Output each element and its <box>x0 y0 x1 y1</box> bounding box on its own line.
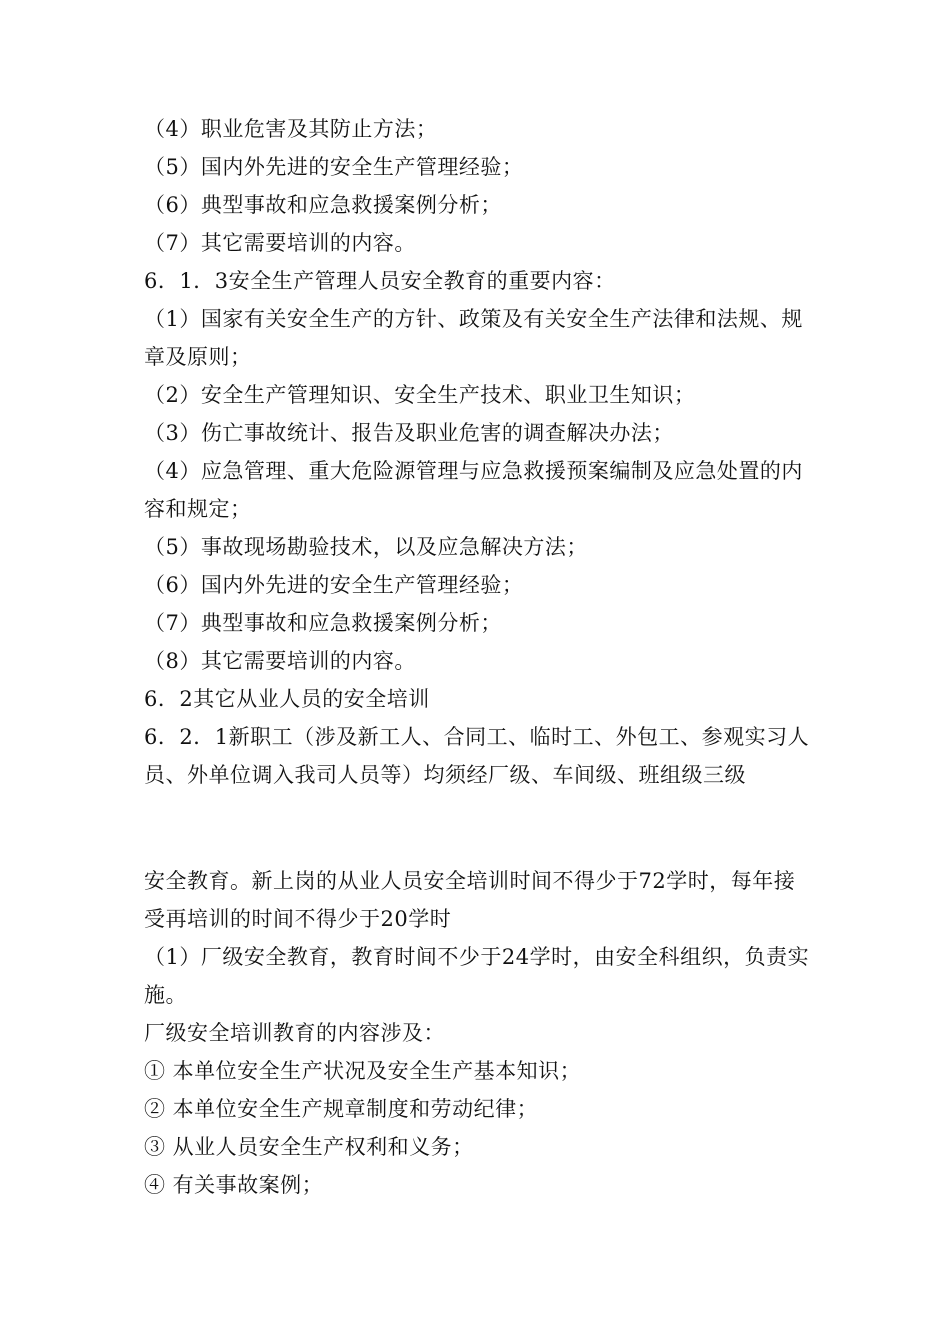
paragraph-factory-content-intro: 厂级安全培训教育的内容涉及： <box>144 1021 445 1045</box>
paragraph-factory-education: （1）厂级安全教育，教育时间不少于24学时，由安全科组织，负责实施。 <box>144 945 810 1007</box>
section-heading-6-2: 6．2其它从业人员的安全培训 <box>144 687 430 711</box>
paragraph-item-6-cases: （6）典型事故和应急救援案例分析； <box>144 193 502 217</box>
list-item-circled-2: ② 本单位安全生产规章制度和劳动纪律； <box>144 1097 539 1121</box>
list-item-circled-4: ④ 有关事故案例； <box>144 1173 324 1197</box>
document-text-lower <box>144 862 816 1204</box>
paragraph-item-4-hazards: （4）职业危害及其防止方法； <box>144 117 438 141</box>
section-heading-6-2-1: 6．2．1新职工（涉及新工人、合同工、临时工、外包工、参观实习人员、外单位调入我司人员等）均须经厂级、车间级、班组级三级 <box>144 725 810 787</box>
paragraph-item-8-other: （8）其它需要培训的内容。 <box>144 649 416 673</box>
paragraph-item-5-investigation: （5）事故现场勘验技术，以及应急解决方法； <box>144 535 588 559</box>
paragraph-item-7-cases: （7）典型事故和应急救援案例分析； <box>144 611 502 635</box>
paragraph-training-hours: 安全教育。新上岗的从业人员安全培训时间不得少于72学时，每年接受再培训的时间不得少于20学时 <box>144 869 796 931</box>
list-item-circled-1: ① 本单位安全生产状况及安全生产基本知识； <box>144 1059 582 1083</box>
paragraph-item-6-experience: （6）国内外先进的安全生产管理经验； <box>144 573 524 597</box>
paragraph-item-7-other: （7）其它需要培训的内容。 <box>144 231 416 255</box>
paragraph-item-1-policies: （1）国家有关安全生产的方针、政策及有关安全生产法律和法规、规章及原则； <box>144 307 803 369</box>
document-text-upper <box>144 110 816 794</box>
paragraph-item-2-knowledge: （2）安全生产管理知识、安全生产技术、职业卫生知识； <box>144 383 696 407</box>
section-heading-6-1-3: 6．1．3安全生产管理人员安全教育的重要内容： <box>144 269 616 293</box>
paragraph-item-4-emergency: （4）应急管理、重大危险源管理与应急救援预案编制及应急处置的内容和规定； <box>144 459 803 521</box>
list-item-circled-3: ③ 从业人员安全生产权利和义务； <box>144 1135 474 1159</box>
paragraph-item-3-statistics: （3）伤亡事故统计、报告及职业危害的调查解决办法； <box>144 421 674 445</box>
paragraph-item-5-experience: （5）国内外先进的安全生产管理经验； <box>144 155 524 179</box>
